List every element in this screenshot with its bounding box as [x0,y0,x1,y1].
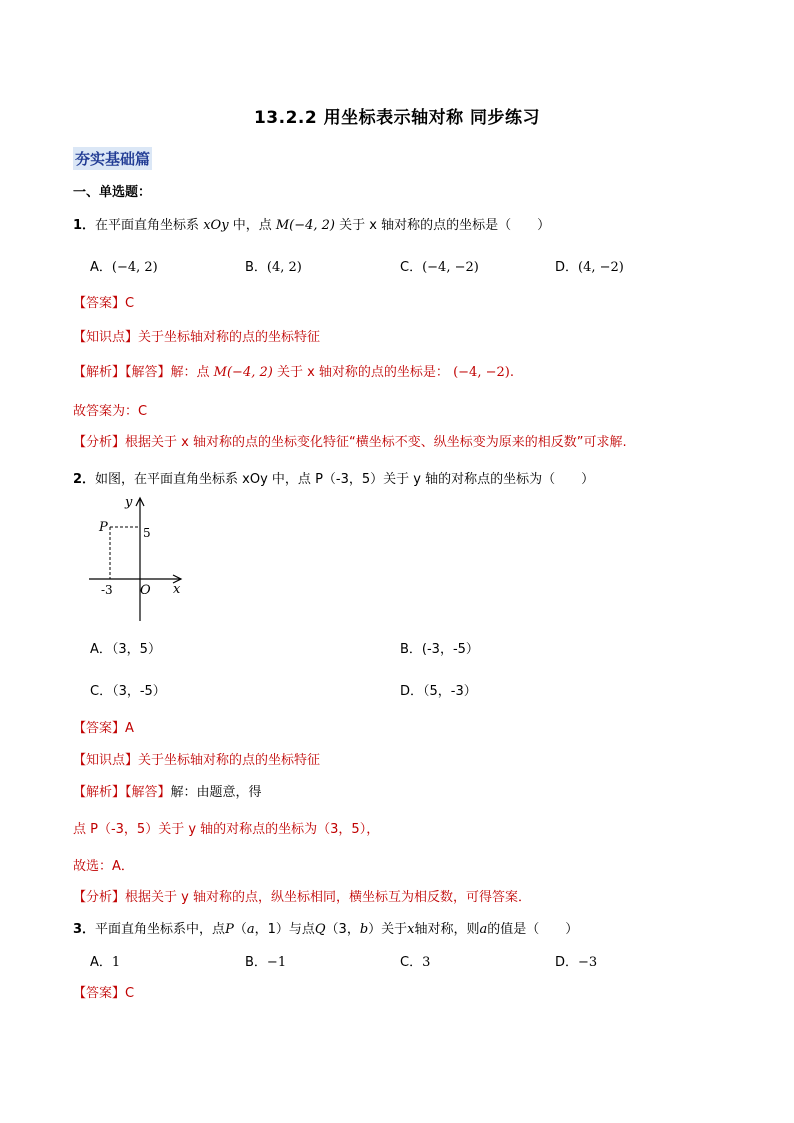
question-text: 在平面直角坐标系 [95,218,200,233]
option-b: B．(-3，-5） [400,642,479,657]
math-xoy: xOy [203,218,229,233]
option-c: C．（3，-5） [90,684,166,699]
tick-x-neg3: -3 [101,583,113,597]
p-label: P [99,520,108,535]
answer-line: 【答案】C [73,986,135,1001]
page-title: 13.2.2 用坐标表示轴对称 同步练习 [253,108,541,128]
math-point-m: M(−4, 2) [213,365,273,380]
origin-label: O [140,583,151,598]
option-d: D．（5，-3） [400,684,477,699]
question-type-heading: 一、单选题： [73,185,152,200]
analysis-line: 【解析】【解答】解：由题意，得 [73,785,262,800]
option-c: C．3 [400,955,431,970]
option-a: A．1 [90,955,121,970]
option-b: B．(4, 2) [245,260,302,275]
summary-line: 【分析】根据关于 x 轴对称的点的坐标变化特征“横坐标不变、纵坐标变为原来的相反数”可求解. [73,435,627,450]
question-3: 3．平面直角坐标系中，点P（a，1）与点Q（3，b）关于x轴对称，则a的值是（ ） [73,922,579,937]
tick-y-5: 5 [143,526,151,540]
analysis-line: 【解析】【解答】解：点 M(−4, 2) 关于 x 轴对称的点的坐标是： (−4, −2). [73,365,514,380]
answer-line: 【答案】C [73,296,135,311]
question-number: 1． [73,218,96,233]
math-result: (−4, −2). [453,365,514,380]
knowledge-point-line: 【知识点】关于坐标轴对称的点的坐标特征 [73,753,321,768]
answer-line: 【答案】A [73,721,134,736]
solution-line: 点 P（-3，5）关于 y 轴的对称点的坐标为（3，5）， [73,822,380,837]
question-2 [73,468,594,487]
option-c: C．(−4, −2) [400,260,479,275]
math-point-m: M(−4, 2) [275,218,335,233]
conclusion-line: 故答案为：C [73,404,148,419]
summary-line: 【分析】根据关于 y 轴对称的点，纵坐标相同，横坐标互为相反数，可得答案． [73,890,531,905]
question-number: 2． [73,472,96,487]
knowledge-point-line: 【知识点】关于坐标轴对称的点的坐标特征 [73,330,321,345]
y-label: y [125,495,133,510]
conclusion-line: 故选：A． [73,859,134,874]
option-a: A．(−4, 2) [90,260,158,275]
coordinate-figure [85,493,195,628]
x-label: x [173,582,181,597]
section-title: 夯实基础篇 [73,147,152,170]
option-d: D．−3 [555,955,598,970]
option-d: D．(4, −2) [555,260,624,275]
option-a: A．（3，5） [90,642,161,657]
question-text: 关于 x 轴对称的点的坐标是（ ） [339,218,551,233]
question-text: 如图，在平面直角坐标系 xOy 中，点 P（-3，5）关于 y 轴的对称点的坐标为（ ） [95,472,595,487]
question-text: 中，点 [232,218,272,233]
question-number: 3． [73,922,96,937]
question-1 [73,214,550,233]
option-b: B．−1 [245,955,287,970]
